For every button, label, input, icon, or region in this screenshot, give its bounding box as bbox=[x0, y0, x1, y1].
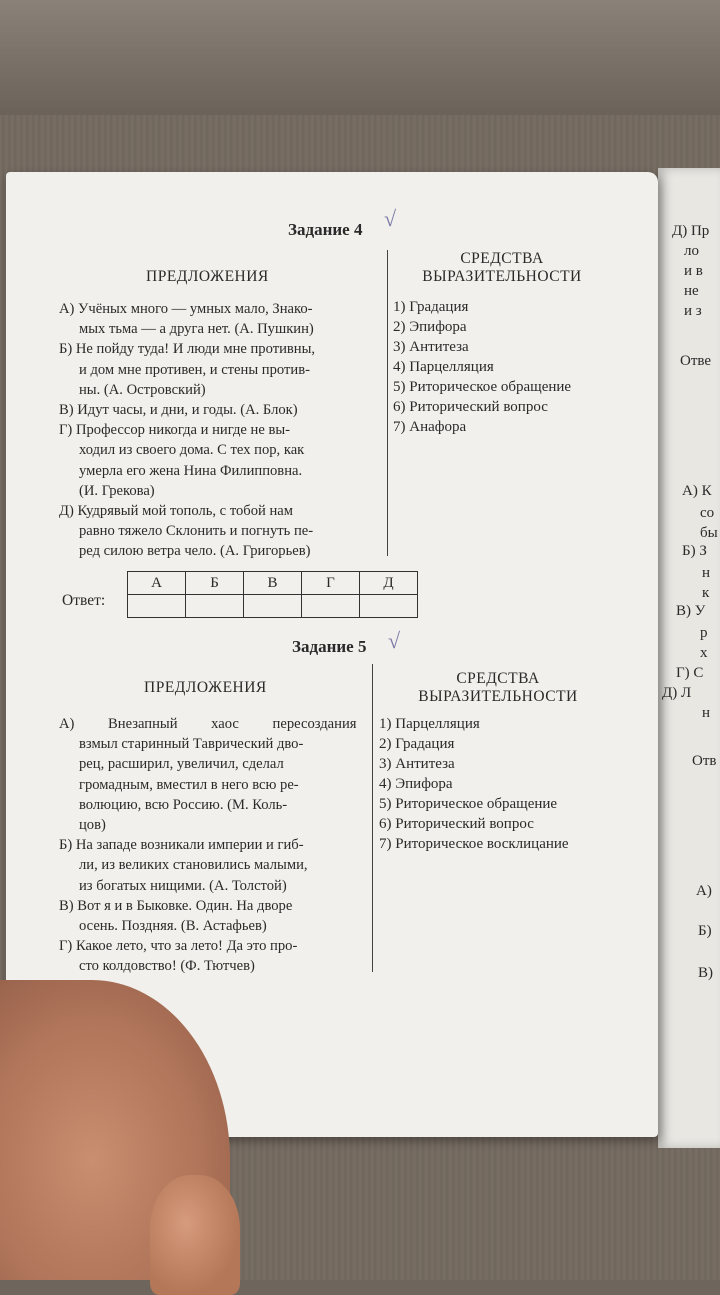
sentence-line: ред силою ветра чело. (А. Григорьев) bbox=[79, 543, 311, 560]
means-item: 4) Парцелляция bbox=[393, 359, 494, 375]
sentence-line: (И. Грекова) bbox=[79, 482, 155, 499]
right-page-fragment: В) У bbox=[676, 603, 706, 619]
sentence-line: Б) На западе возникали империи и гиб- bbox=[59, 837, 304, 854]
answer-cell-g[interactable] bbox=[302, 595, 360, 618]
right-page bbox=[658, 168, 720, 1148]
sentence-line: осень. Поздняя. (В. Астафьев) bbox=[79, 918, 267, 935]
right-page-fragment: не bbox=[684, 283, 699, 299]
sentence-line: рец, расширил, увеличил, сделал bbox=[79, 756, 284, 773]
sentence-line: цов) bbox=[79, 817, 106, 834]
sentence-line: сто колдовство! (Ф. Тютчев) bbox=[79, 958, 255, 975]
right-page-fragment: и з bbox=[684, 303, 702, 319]
means-item: 7) Анафора bbox=[393, 419, 467, 435]
answer-header-row bbox=[128, 572, 418, 595]
right-page-fragment: н bbox=[702, 565, 711, 581]
sentence-line: В) Идут часы, и дни, и годы. (А. Блок) bbox=[59, 402, 298, 419]
answer-col-g: Г bbox=[302, 572, 360, 595]
right-page-fragment: р bbox=[700, 625, 708, 641]
task4-sentence-g bbox=[59, 420, 383, 501]
right-page-fragment: ло bbox=[684, 243, 699, 259]
task5-sentence-g bbox=[59, 936, 369, 976]
means-item: 1) Градация bbox=[393, 299, 469, 315]
right-page-fragment: х bbox=[700, 645, 708, 661]
answer-cell-d[interactable] bbox=[360, 595, 418, 618]
sentence-line: взмыл старинный Таврический дво- bbox=[79, 736, 304, 753]
sentence-line: А) Учёных много — умных мало, Знако- bbox=[59, 301, 313, 317]
means-item: 6) Риторический вопрос bbox=[393, 399, 548, 415]
task4-sentence-a bbox=[59, 299, 383, 339]
task5-checkmark: √ bbox=[388, 628, 401, 653]
task5-title: Задание 5 bbox=[292, 637, 367, 656]
task4-answer-label: Ответ: bbox=[62, 592, 106, 609]
task4-title: Задание 4 bbox=[288, 220, 363, 239]
right-page-fragment: к bbox=[702, 585, 710, 601]
task5-sentences bbox=[59, 714, 369, 977]
task5-column-divider bbox=[372, 664, 373, 972]
right-page-fragment: бы bbox=[700, 525, 718, 541]
task5-sentence-v bbox=[59, 896, 369, 936]
task4-sentence-d bbox=[59, 501, 383, 562]
sentence-line: волюцию, всю Россию. (М. Коль- bbox=[79, 796, 288, 813]
answer-col-b: Б bbox=[186, 572, 244, 595]
sentence-line: ны. (А. Островский) bbox=[79, 381, 206, 398]
task4-answer-table bbox=[127, 571, 418, 618]
right-page-fragment: А) К bbox=[682, 483, 712, 499]
task5-sentence-a bbox=[59, 714, 369, 835]
background-wall bbox=[0, 0, 720, 115]
right-page-fragment: Б) bbox=[698, 923, 712, 939]
right-page-fragment: Б) З bbox=[682, 543, 707, 559]
sentence-line: Г) Профессор никогда и нигде не вы- bbox=[59, 422, 291, 439]
task5-means-list bbox=[379, 714, 569, 854]
task4-left-header: ПРЕДЛОЖЕНИЯ bbox=[146, 268, 269, 285]
task4-right-header-line2: ВЫРАЗИТЕЛЬНОСТИ bbox=[422, 268, 582, 285]
right-page-fragment: Отве bbox=[680, 353, 712, 369]
right-page-fragment: н bbox=[702, 705, 711, 721]
task5-right-header-line1: СРЕДСТВА bbox=[456, 670, 540, 687]
thumb bbox=[150, 1175, 240, 1295]
means-item: 4) Эпифора bbox=[379, 776, 453, 792]
task5-right-header-line2: ВЫРАЗИТЕЛЬНОСТИ bbox=[418, 688, 578, 705]
answer-input-row bbox=[128, 595, 418, 618]
right-page-fragment: со bbox=[700, 505, 715, 521]
sentence-line: громадным, вместил в него всю ре- bbox=[79, 776, 299, 793]
task4-column-divider bbox=[387, 250, 388, 556]
sentence-line: из богатых нищими. (А. Толстой) bbox=[79, 877, 287, 894]
task5-left-header: ПРЕДЛОЖЕНИЯ bbox=[144, 679, 267, 696]
means-item: 3) Антитеза bbox=[379, 756, 455, 772]
sentence-line: А) Внезапный хаос пересоздания bbox=[59, 716, 357, 732]
answer-cell-a[interactable] bbox=[128, 595, 186, 618]
task4-means-list bbox=[393, 297, 571, 437]
right-page-fragment: Г) С bbox=[676, 665, 704, 681]
sentence-line: ли, из великих становились малыми, bbox=[79, 857, 308, 874]
right-page-fragment: Д) Пр bbox=[672, 223, 710, 239]
sentence-line: умерла его жена Нина Филипповна. bbox=[79, 462, 303, 479]
sentence-line: В) Вот я и в Быковке. Один. На дворе bbox=[59, 897, 293, 914]
means-item: 3) Антитеза bbox=[393, 339, 469, 355]
sentence-line: Б) Не пойду туда! И люди мне противны, bbox=[59, 341, 316, 358]
sentence-line: ходил из своего дома. С тех пор, как bbox=[79, 442, 305, 459]
answer-col-a: А bbox=[128, 572, 186, 595]
means-item: 6) Риторический вопрос bbox=[379, 816, 534, 832]
right-page-fragment: В) bbox=[698, 965, 713, 981]
answer-col-d: Д bbox=[360, 572, 418, 595]
means-item: 7) Риторическое восклицание bbox=[379, 836, 569, 852]
sentence-line: Г) Какое лето, что за лето! Да это про- bbox=[59, 938, 298, 955]
sentence-line: мых тьма — а друга нет. (А. Пушкин) bbox=[79, 321, 314, 338]
task4-sentence-b bbox=[59, 339, 383, 400]
right-page-fragment: и в bbox=[684, 263, 703, 279]
right-page-fragment: А) bbox=[696, 883, 712, 899]
sentence-line: равно тяжело Склонить и погнуть пе- bbox=[79, 523, 314, 540]
task4-checkmark: √ bbox=[384, 206, 397, 231]
task5-sentence-b bbox=[59, 835, 369, 896]
answer-cell-b[interactable] bbox=[186, 595, 244, 618]
means-item: 5) Риторическое обращение bbox=[379, 796, 558, 812]
task4-sentences bbox=[59, 299, 383, 562]
right-page-fragment: Отв bbox=[692, 753, 717, 769]
sentence-line: и дом мне противен, и стены против- bbox=[79, 361, 310, 378]
sentence-line: Д) Кудрявый мой тополь, с тобой нам bbox=[59, 503, 293, 520]
task4-sentence-v bbox=[59, 400, 383, 420]
means-item: 5) Риторическое обращение bbox=[393, 379, 572, 395]
means-item: 2) Эпифора bbox=[393, 319, 467, 335]
means-item: 2) Градация bbox=[379, 736, 455, 752]
right-page-fragment: Д) Л bbox=[662, 685, 692, 701]
means-item: 1) Парцелляция bbox=[379, 716, 480, 732]
answer-col-v: В bbox=[244, 572, 302, 595]
task4-right-header bbox=[402, 250, 602, 286]
task5-right-header bbox=[398, 670, 598, 706]
answer-cell-v[interactable] bbox=[244, 595, 302, 618]
task4-right-header-line1: СРЕДСТВА bbox=[460, 250, 544, 267]
